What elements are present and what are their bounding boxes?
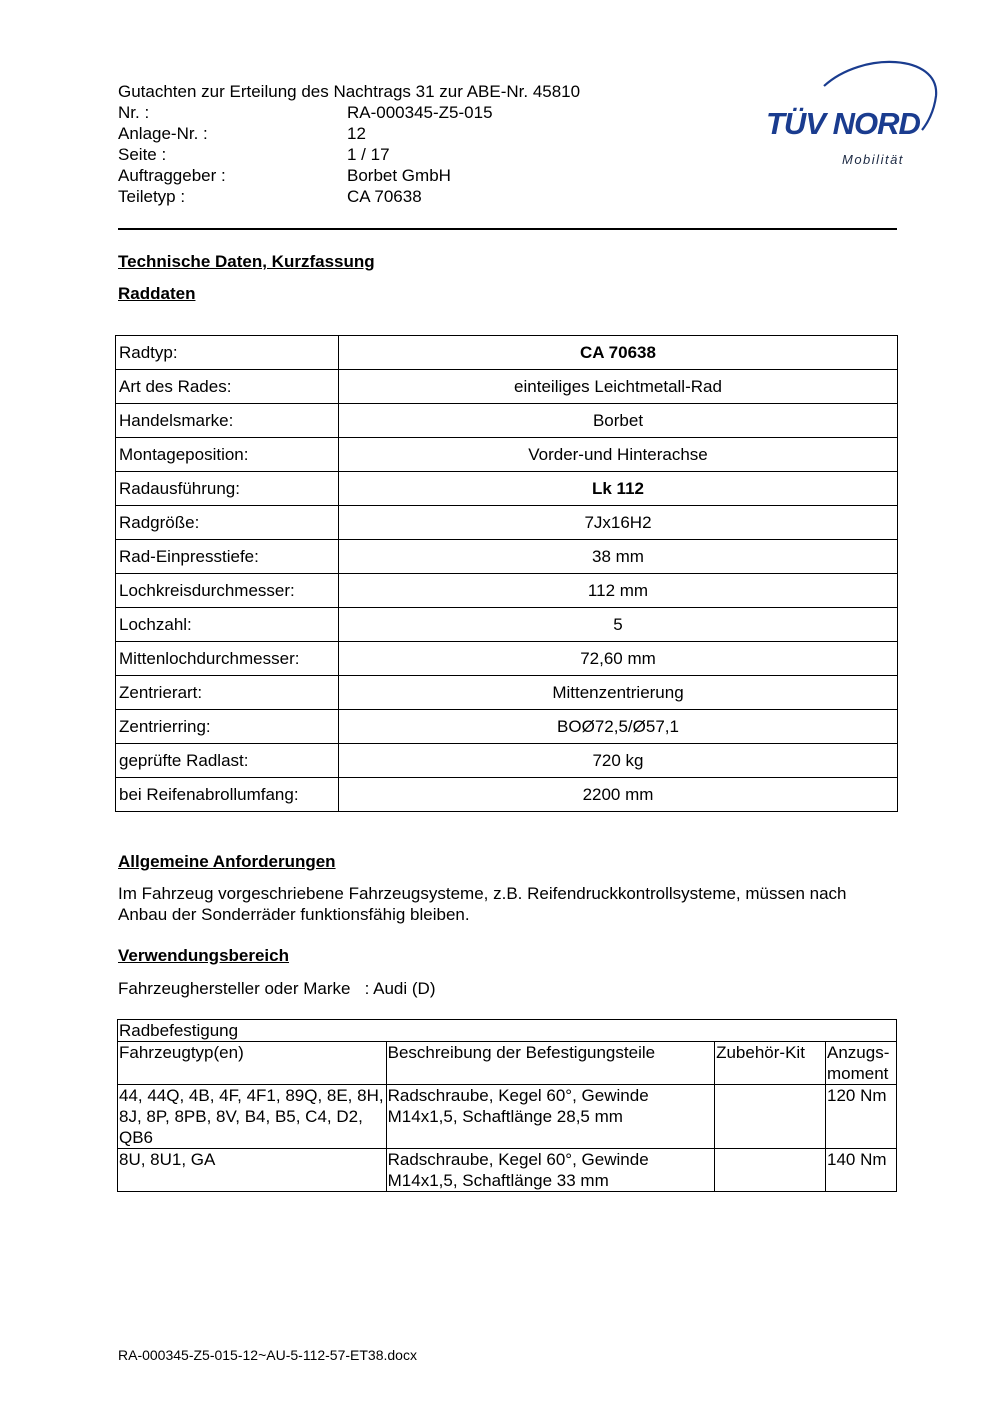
heading-allgemeine-anforderungen: Allgemeine Anforderungen <box>118 852 336 871</box>
wheel-data-value: 38 mm <box>339 540 898 574</box>
wheel-data-row <box>116 404 898 438</box>
header-cell: Beschreibung der Befestigungsteile <box>386 1042 714 1085</box>
header-cell <box>826 1042 897 1085</box>
meta-row-auftraggeber <box>118 165 678 186</box>
wheel-data-label: Radtyp: <box>116 336 339 370</box>
heading-raddaten: Raddaten <box>118 284 196 303</box>
wheel-data-label: Lochzahl: <box>116 608 339 642</box>
meta-row-nr <box>118 102 678 123</box>
wheel-data-row <box>116 710 898 744</box>
wheel-data-value: BOØ72,5/Ø57,1 <box>339 710 898 744</box>
wheel-data-label: Art des Rades: <box>116 370 339 404</box>
wheel-fixing-table <box>117 1019 897 1192</box>
wheel-data-value: 7Jx16H2 <box>339 506 898 540</box>
meta-value: Borbet GmbH <box>347 166 451 185</box>
wheel-data-value: 2200 mm <box>339 778 898 812</box>
torque-cell: 120 Nm <box>826 1085 897 1149</box>
meta-key: Teiletyp : <box>118 187 186 206</box>
wheel-data-value: einteiliges Leichtmetall-Rad <box>339 370 898 404</box>
wheel-data-value: Vorder-und Hinterachse <box>339 438 898 472</box>
header-divider <box>118 228 897 230</box>
header-cell: Fahrzeugtyp(en) <box>118 1042 387 1085</box>
meta-value: CA 70638 <box>347 187 422 206</box>
wheel-data-label: bei Reifenabrollumfang: <box>116 778 339 812</box>
description-cell: Radschraube, Kegel 60°, Gewinde M14x1,5, Schaftlänge 33 mm <box>386 1149 714 1192</box>
meta-key: Nr. : <box>118 103 150 122</box>
wheel-data-row <box>116 506 898 540</box>
wheel-data-row <box>116 540 898 574</box>
torque-header: Anzugs-moment <box>827 1043 890 1083</box>
wheel-data-label: Zentrierart: <box>116 676 339 710</box>
footer-filename: RA-000345-Z5-015-12~AU-5-112-57-ET38.docx <box>118 1347 417 1363</box>
kit-cell <box>715 1085 826 1149</box>
wheel-data-label: Zentrierring: <box>116 710 339 744</box>
fixing-caption: Radbefestigung <box>118 1020 897 1042</box>
manufacturer-label: Fahrzeughersteller oder Marke <box>118 979 351 998</box>
vehicle-types-cell: 44, 44Q, 4B, 4F, 4F1, 89Q, 8E, 8H, 8J, 8P, 8PB, 8V, B4, B5, C4, D2, QB6 <box>118 1085 387 1149</box>
wheel-data-value: 5 <box>339 608 898 642</box>
wheel-data-value: Lk 112 <box>339 472 898 506</box>
logo-sub-text: Mobilität <box>842 152 904 167</box>
meta-value: 12 <box>347 124 366 143</box>
wheel-data-label: Radausführung: <box>116 472 339 506</box>
torque-cell: 140 Nm <box>826 1149 897 1192</box>
meta-value: RA-000345-Z5-015 <box>347 103 493 122</box>
wheel-data-row <box>116 642 898 676</box>
wheel-data-label: Montageposition: <box>116 438 339 472</box>
wheel-data-value: 72,60 mm <box>339 642 898 676</box>
wheel-data-label: Handelsmarke: <box>116 404 339 438</box>
wheel-data-value: Mittenzentrierung <box>339 676 898 710</box>
fixing-caption-row <box>118 1020 897 1042</box>
manufacturer-value: : Audi (D) <box>364 979 436 998</box>
meta-value: 1 / 17 <box>347 145 390 164</box>
wheel-data-value: CA 70638 <box>339 336 898 370</box>
wheel-data-label: Mittenlochdurchmesser: <box>116 642 339 676</box>
wheel-data-row <box>116 574 898 608</box>
meta-row-teiletyp <box>118 186 678 207</box>
header-cell: Zubehör-Kit <box>715 1042 826 1085</box>
kit-cell <box>715 1149 826 1192</box>
meta-key: Seite : <box>118 145 167 164</box>
wheel-data-row <box>116 676 898 710</box>
heading-technische-daten: Technische Daten, Kurzfassung <box>118 252 375 271</box>
wheel-data-row <box>116 744 898 778</box>
description-cell: Radschraube, Kegel 60°, Gewinde M14x1,5, Schaftlänge 28,5 mm <box>386 1085 714 1149</box>
wheel-data-row <box>116 438 898 472</box>
wheel-data-label: geprüfte Radlast: <box>116 744 339 778</box>
allgemeine-text: Im Fahrzeug vorgeschriebene Fahrzeugsysteme, z.B. Reifendruckkontrollsysteme, müssen nach Anbau der Sonderräder funktionsfähig bleiben. <box>118 884 847 924</box>
wheel-data-label: Lochkreisdurchmesser: <box>116 574 339 608</box>
table-row <box>118 1149 897 1192</box>
heading-verwendungsbereich: Verwendungsbereich <box>118 946 289 965</box>
meta-row-anlage <box>118 123 678 144</box>
wheel-data-row <box>116 472 898 506</box>
meta-key: Auftraggeber : <box>118 166 226 185</box>
wheel-data-row <box>116 608 898 642</box>
tuev-nord-logo <box>762 56 942 176</box>
document-header <box>118 81 678 207</box>
wheel-data-value: 112 mm <box>339 574 898 608</box>
vehicle-types-cell: 8U, 8U1, GA <box>118 1149 387 1192</box>
wheel-data-row <box>116 778 898 812</box>
meta-key: Anlage-Nr. : <box>118 124 208 143</box>
logo-brand-text: TÜV NORD <box>766 106 920 141</box>
table-row <box>118 1085 897 1149</box>
wheel-data-label: Rad-Einpresstiefe: <box>116 540 339 574</box>
manufacturer-line <box>118 978 898 999</box>
wheel-data-value: 720 kg <box>339 744 898 778</box>
fixing-header-row <box>118 1042 897 1085</box>
wheel-data-table <box>115 335 898 812</box>
wheel-data-value: Borbet <box>339 404 898 438</box>
wheel-data-label: Radgröße: <box>116 506 339 540</box>
meta-row-seite <box>118 144 678 165</box>
wheel-data-row <box>116 336 898 370</box>
wheel-data-row <box>116 370 898 404</box>
document-title: Gutachten zur Erteilung des Nachtrags 31 zur ABE-Nr. 45810 <box>118 82 581 101</box>
